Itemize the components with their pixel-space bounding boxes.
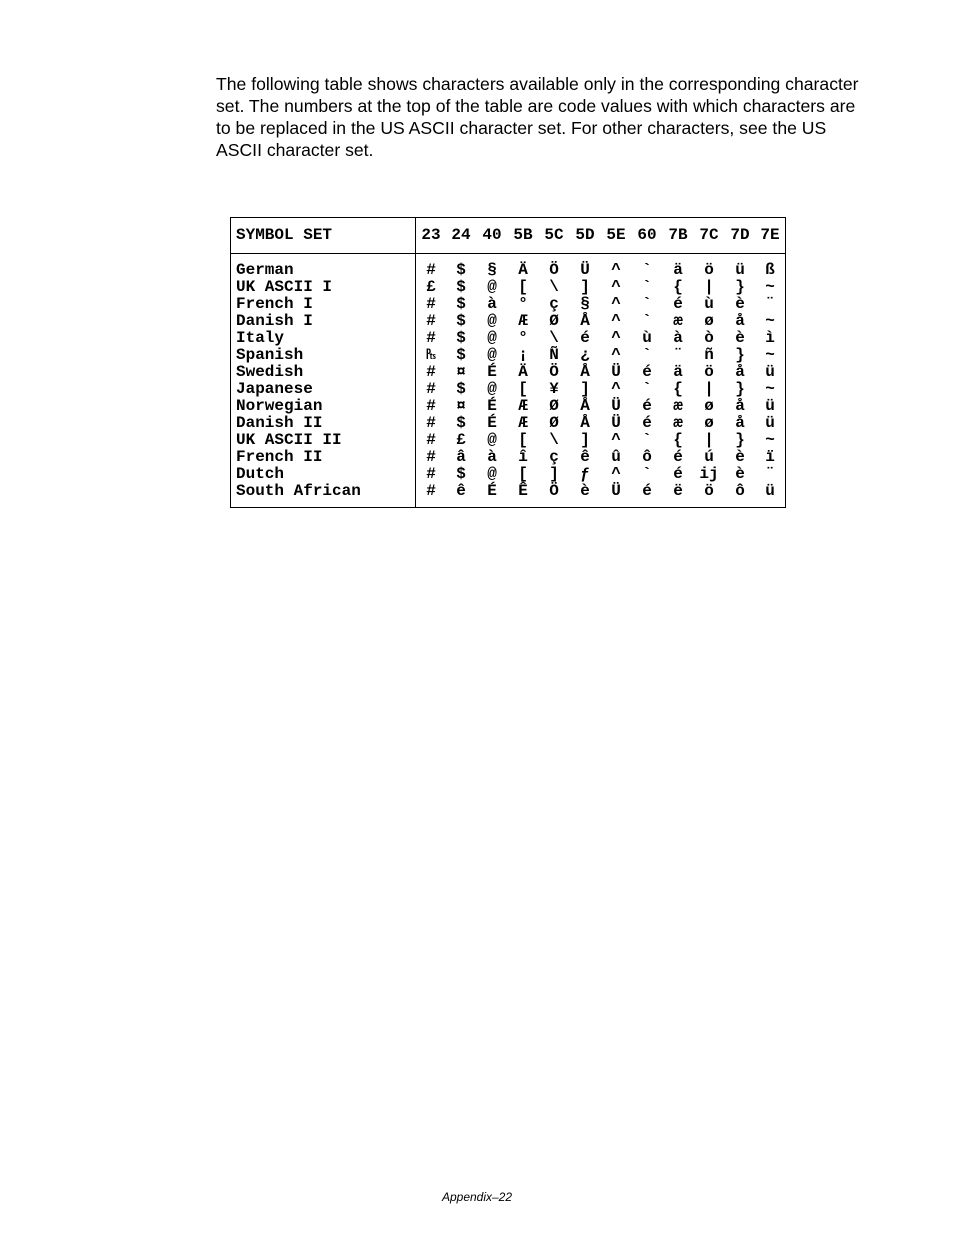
character-cell: Ø xyxy=(549,414,559,432)
character-cell: ù xyxy=(642,329,652,347)
character-cell: @ xyxy=(487,465,497,483)
character-cell: Å xyxy=(580,312,590,330)
character-cell: } xyxy=(735,346,745,364)
character-cell: ä xyxy=(673,363,683,381)
character-cell: Ü xyxy=(611,482,621,500)
character-cell: # xyxy=(426,431,436,449)
character-cell: ƒ xyxy=(580,465,590,483)
character-cell: $ xyxy=(456,312,466,330)
symbol-set-name: Danish II xyxy=(236,414,323,432)
character-cell: à xyxy=(487,295,497,313)
character-cell: $ xyxy=(456,414,466,432)
character-cell: @ xyxy=(487,380,497,398)
character-cell: Ö xyxy=(549,363,559,381)
character-cell: é xyxy=(580,329,590,347)
character-cell: $ xyxy=(456,329,466,347)
symbol-set-name: Japanese xyxy=(236,380,313,398)
character-cell: $ xyxy=(456,278,466,296)
character-cell: ö xyxy=(704,363,714,381)
character-cell: [ xyxy=(518,431,528,449)
character-cell: ö xyxy=(704,261,714,279)
character-cell: ë xyxy=(673,482,683,500)
character-cell: ú xyxy=(704,448,714,466)
character-cell: ~ xyxy=(765,312,775,330)
character-cell: # xyxy=(426,448,436,466)
code-header-cell: 7B xyxy=(668,226,688,244)
character-cell: ~ xyxy=(765,346,775,364)
symbol-set-name: French I xyxy=(236,295,313,313)
character-cell: \ xyxy=(549,278,559,296)
table-row xyxy=(231,364,785,381)
character-cell: ü xyxy=(765,397,775,415)
character-cell: { xyxy=(673,431,683,449)
character-cell: ô xyxy=(642,448,652,466)
character-cell: ^ xyxy=(611,380,621,398)
character-cell: # xyxy=(426,380,436,398)
character-cell: É xyxy=(487,414,497,432)
character-cell: \ xyxy=(549,329,559,347)
symbol-set-name: UK ASCII I xyxy=(236,278,333,296)
character-cell: Ê xyxy=(518,482,528,500)
character-cell: ü xyxy=(765,363,775,381)
character-cell: § xyxy=(487,261,497,279)
character-cell: # xyxy=(426,329,436,347)
character-cell: Ä xyxy=(518,363,528,381)
character-cell: ¨ xyxy=(673,346,683,364)
code-header-cell: 7E xyxy=(760,226,780,244)
character-cell: # xyxy=(426,261,436,279)
code-header-cell: 23 xyxy=(421,226,441,244)
character-cell: $ xyxy=(456,465,466,483)
character-cell: ß xyxy=(765,261,775,279)
character-cell: Æ xyxy=(518,312,528,330)
character-cell: é xyxy=(673,448,683,466)
symbol-set-name: Danish I xyxy=(236,312,313,330)
table-header-divider xyxy=(231,253,785,254)
character-cell: É xyxy=(487,363,497,381)
character-cell: # xyxy=(426,363,436,381)
character-cell: Ä xyxy=(518,261,528,279)
symbol-set-name: Italy xyxy=(236,329,285,347)
character-cell: ä xyxy=(673,261,683,279)
character-cell: } xyxy=(735,431,745,449)
character-cell: ^ xyxy=(611,295,621,313)
character-cell: é xyxy=(673,295,683,313)
character-cell: é xyxy=(642,414,652,432)
character-cell: $ xyxy=(456,295,466,313)
character-cell: à xyxy=(673,329,683,347)
table-row xyxy=(231,347,785,364)
table-row xyxy=(231,483,785,500)
character-cell: Ü xyxy=(611,414,621,432)
character-cell: ` xyxy=(642,346,652,364)
character-cell: | xyxy=(704,380,714,398)
table-row xyxy=(231,415,785,432)
character-cell: ₧ xyxy=(426,346,436,364)
character-cell: ] xyxy=(580,380,590,398)
character-cell: ü xyxy=(765,414,775,432)
character-cell: | xyxy=(704,431,714,449)
character-cell: ¤ xyxy=(456,363,466,381)
character-cell: É xyxy=(487,482,497,500)
character-cell: } xyxy=(735,278,745,296)
character-cell: { xyxy=(673,278,683,296)
character-cell: Å xyxy=(580,363,590,381)
character-cell: { xyxy=(673,380,683,398)
character-cell: ô xyxy=(735,482,745,500)
character-cell: £ xyxy=(426,278,436,296)
symbol-set-name: German xyxy=(236,261,294,279)
character-cell: Ñ xyxy=(549,346,559,364)
character-cell: ` xyxy=(642,261,652,279)
character-cell: ] xyxy=(549,465,559,483)
character-cell: ¨ xyxy=(765,465,775,483)
character-cell: [ xyxy=(518,465,528,483)
character-cell: } xyxy=(735,380,745,398)
table-row xyxy=(231,279,785,296)
character-cell: ^ xyxy=(611,261,621,279)
code-header-cell: 7C xyxy=(699,226,719,244)
character-cell: Ö xyxy=(549,261,559,279)
character-cell: | xyxy=(704,278,714,296)
character-cell: ø xyxy=(704,312,714,330)
table-row xyxy=(231,262,785,279)
character-cell: ] xyxy=(580,431,590,449)
character-cell: $ xyxy=(456,380,466,398)
table-row xyxy=(231,313,785,330)
character-cell: @ xyxy=(487,278,497,296)
code-header-cell: 40 xyxy=(482,226,502,244)
character-cell: ` xyxy=(642,295,652,313)
character-cell: ç xyxy=(549,295,559,313)
character-cell: Æ xyxy=(518,397,528,415)
character-cell: ` xyxy=(642,431,652,449)
character-cell: è xyxy=(735,295,745,313)
symbol-set-name: Swedish xyxy=(236,363,304,381)
character-cell: ¨ xyxy=(765,295,775,313)
character-cell: Ø xyxy=(549,397,559,415)
character-cell: ø xyxy=(704,397,714,415)
character-cell: ` xyxy=(642,465,652,483)
character-cell: @ xyxy=(487,346,497,364)
character-cell: ~ xyxy=(765,380,775,398)
character-cell: å xyxy=(735,312,745,330)
character-cell: ij xyxy=(699,465,719,483)
character-cell: ° xyxy=(518,329,528,347)
character-cell: ` xyxy=(642,312,652,330)
table-row xyxy=(231,330,785,347)
character-cell: [ xyxy=(518,380,528,398)
symbol-set-name: Dutch xyxy=(236,465,285,483)
character-cell: $ xyxy=(456,261,466,279)
character-cell: £ xyxy=(456,431,466,449)
character-cell: \ xyxy=(549,431,559,449)
table-body xyxy=(231,262,785,500)
character-cell: Æ xyxy=(518,414,528,432)
character-cell: ò xyxy=(704,329,714,347)
character-cell: è xyxy=(735,465,745,483)
character-cell: å xyxy=(735,397,745,415)
character-cell: ¥ xyxy=(549,380,559,398)
character-cell: æ xyxy=(673,397,683,415)
character-cell: # xyxy=(426,482,436,500)
character-cell: é xyxy=(642,363,652,381)
character-cell: ^ xyxy=(611,346,621,364)
character-cell: ê xyxy=(456,482,466,500)
character-cell: æ xyxy=(673,312,683,330)
code-header-cell: 24 xyxy=(451,226,471,244)
character-cell: [ xyxy=(518,278,528,296)
character-cell: û xyxy=(611,448,621,466)
character-cell: # xyxy=(426,295,436,313)
character-cell: æ xyxy=(673,414,683,432)
symbol-set-header: SYMBOL SET xyxy=(236,226,333,244)
character-cell: @ xyxy=(487,312,497,330)
character-cell: Ü xyxy=(611,363,621,381)
character-cell: ç xyxy=(549,448,559,466)
character-cell: ñ xyxy=(704,346,714,364)
symbol-set-name: Spanish xyxy=(236,346,304,364)
character-cell: ù xyxy=(704,295,714,313)
page-footer: Appendix–22 xyxy=(441,1190,513,1204)
character-cell: @ xyxy=(487,431,497,449)
character-cell: ï xyxy=(765,448,775,466)
code-header-cell: 7D xyxy=(730,226,750,244)
table-row xyxy=(231,466,785,483)
character-cell: Å xyxy=(580,397,590,415)
symbol-set-name: Norwegian xyxy=(236,397,323,415)
character-cell: § xyxy=(580,295,590,313)
code-header-cell: 60 xyxy=(637,226,657,244)
character-cell: é xyxy=(642,482,652,500)
table-row xyxy=(231,449,785,466)
character-cell: ] xyxy=(580,278,590,296)
character-cell: ` xyxy=(642,278,652,296)
character-cell: ^ xyxy=(611,278,621,296)
character-cell: î xyxy=(518,448,528,466)
symbol-set-table xyxy=(230,217,786,508)
character-cell: ^ xyxy=(611,312,621,330)
character-cell: å xyxy=(735,363,745,381)
character-cell: ` xyxy=(642,380,652,398)
character-cell: Ø xyxy=(549,312,559,330)
table-row xyxy=(231,432,785,449)
character-cell: $ xyxy=(456,346,466,364)
character-cell: Ü xyxy=(580,261,590,279)
code-header-cell: 5D xyxy=(575,226,595,244)
character-cell: Å xyxy=(580,414,590,432)
table-row xyxy=(231,381,785,398)
character-cell: à xyxy=(487,448,497,466)
symbol-set-name: French II xyxy=(236,448,323,466)
character-cell: ¤ xyxy=(456,397,466,415)
character-cell: ì xyxy=(765,329,775,347)
character-cell: è xyxy=(735,329,745,347)
character-cell: â xyxy=(456,448,466,466)
character-cell: É xyxy=(487,397,497,415)
character-cell: ê xyxy=(580,448,590,466)
table-row xyxy=(231,398,785,415)
character-cell: ^ xyxy=(611,465,621,483)
character-cell: ^ xyxy=(611,329,621,347)
character-cell: ^ xyxy=(611,431,621,449)
symbol-set-name: UK ASCII II xyxy=(236,431,342,449)
character-cell: @ xyxy=(487,329,497,347)
character-cell: ~ xyxy=(765,278,775,296)
code-header-cell: 5B xyxy=(513,226,533,244)
character-cell: # xyxy=(426,414,436,432)
character-cell: è xyxy=(735,448,745,466)
character-cell: # xyxy=(426,465,436,483)
table-row xyxy=(231,296,785,313)
intro-paragraph: The following table shows characters available only in the corresponding character set. The numbers at the top of the table are code values with which characters are to be replaced in the US ASCII character set. For other characters, see the US ASCII character set. xyxy=(216,74,859,160)
character-cell: é xyxy=(673,465,683,483)
character-cell: ~ xyxy=(765,431,775,449)
character-cell: ¿ xyxy=(580,346,590,364)
character-cell: ¡ xyxy=(518,346,528,364)
character-cell: Ü xyxy=(611,397,621,415)
code-header-cell: 5E xyxy=(606,226,626,244)
character-cell: ° xyxy=(518,295,528,313)
character-cell: ø xyxy=(704,414,714,432)
character-cell: é xyxy=(642,397,652,415)
code-header-cell: 5C xyxy=(544,226,564,244)
character-cell: ö xyxy=(704,482,714,500)
character-cell: Ö xyxy=(549,482,559,500)
symbol-set-name: South African xyxy=(236,482,361,500)
character-cell: # xyxy=(426,312,436,330)
character-cell: å xyxy=(735,414,745,432)
character-cell: è xyxy=(580,482,590,500)
character-cell: ü xyxy=(765,482,775,500)
character-cell: ü xyxy=(735,261,745,279)
character-cell: # xyxy=(426,397,436,415)
